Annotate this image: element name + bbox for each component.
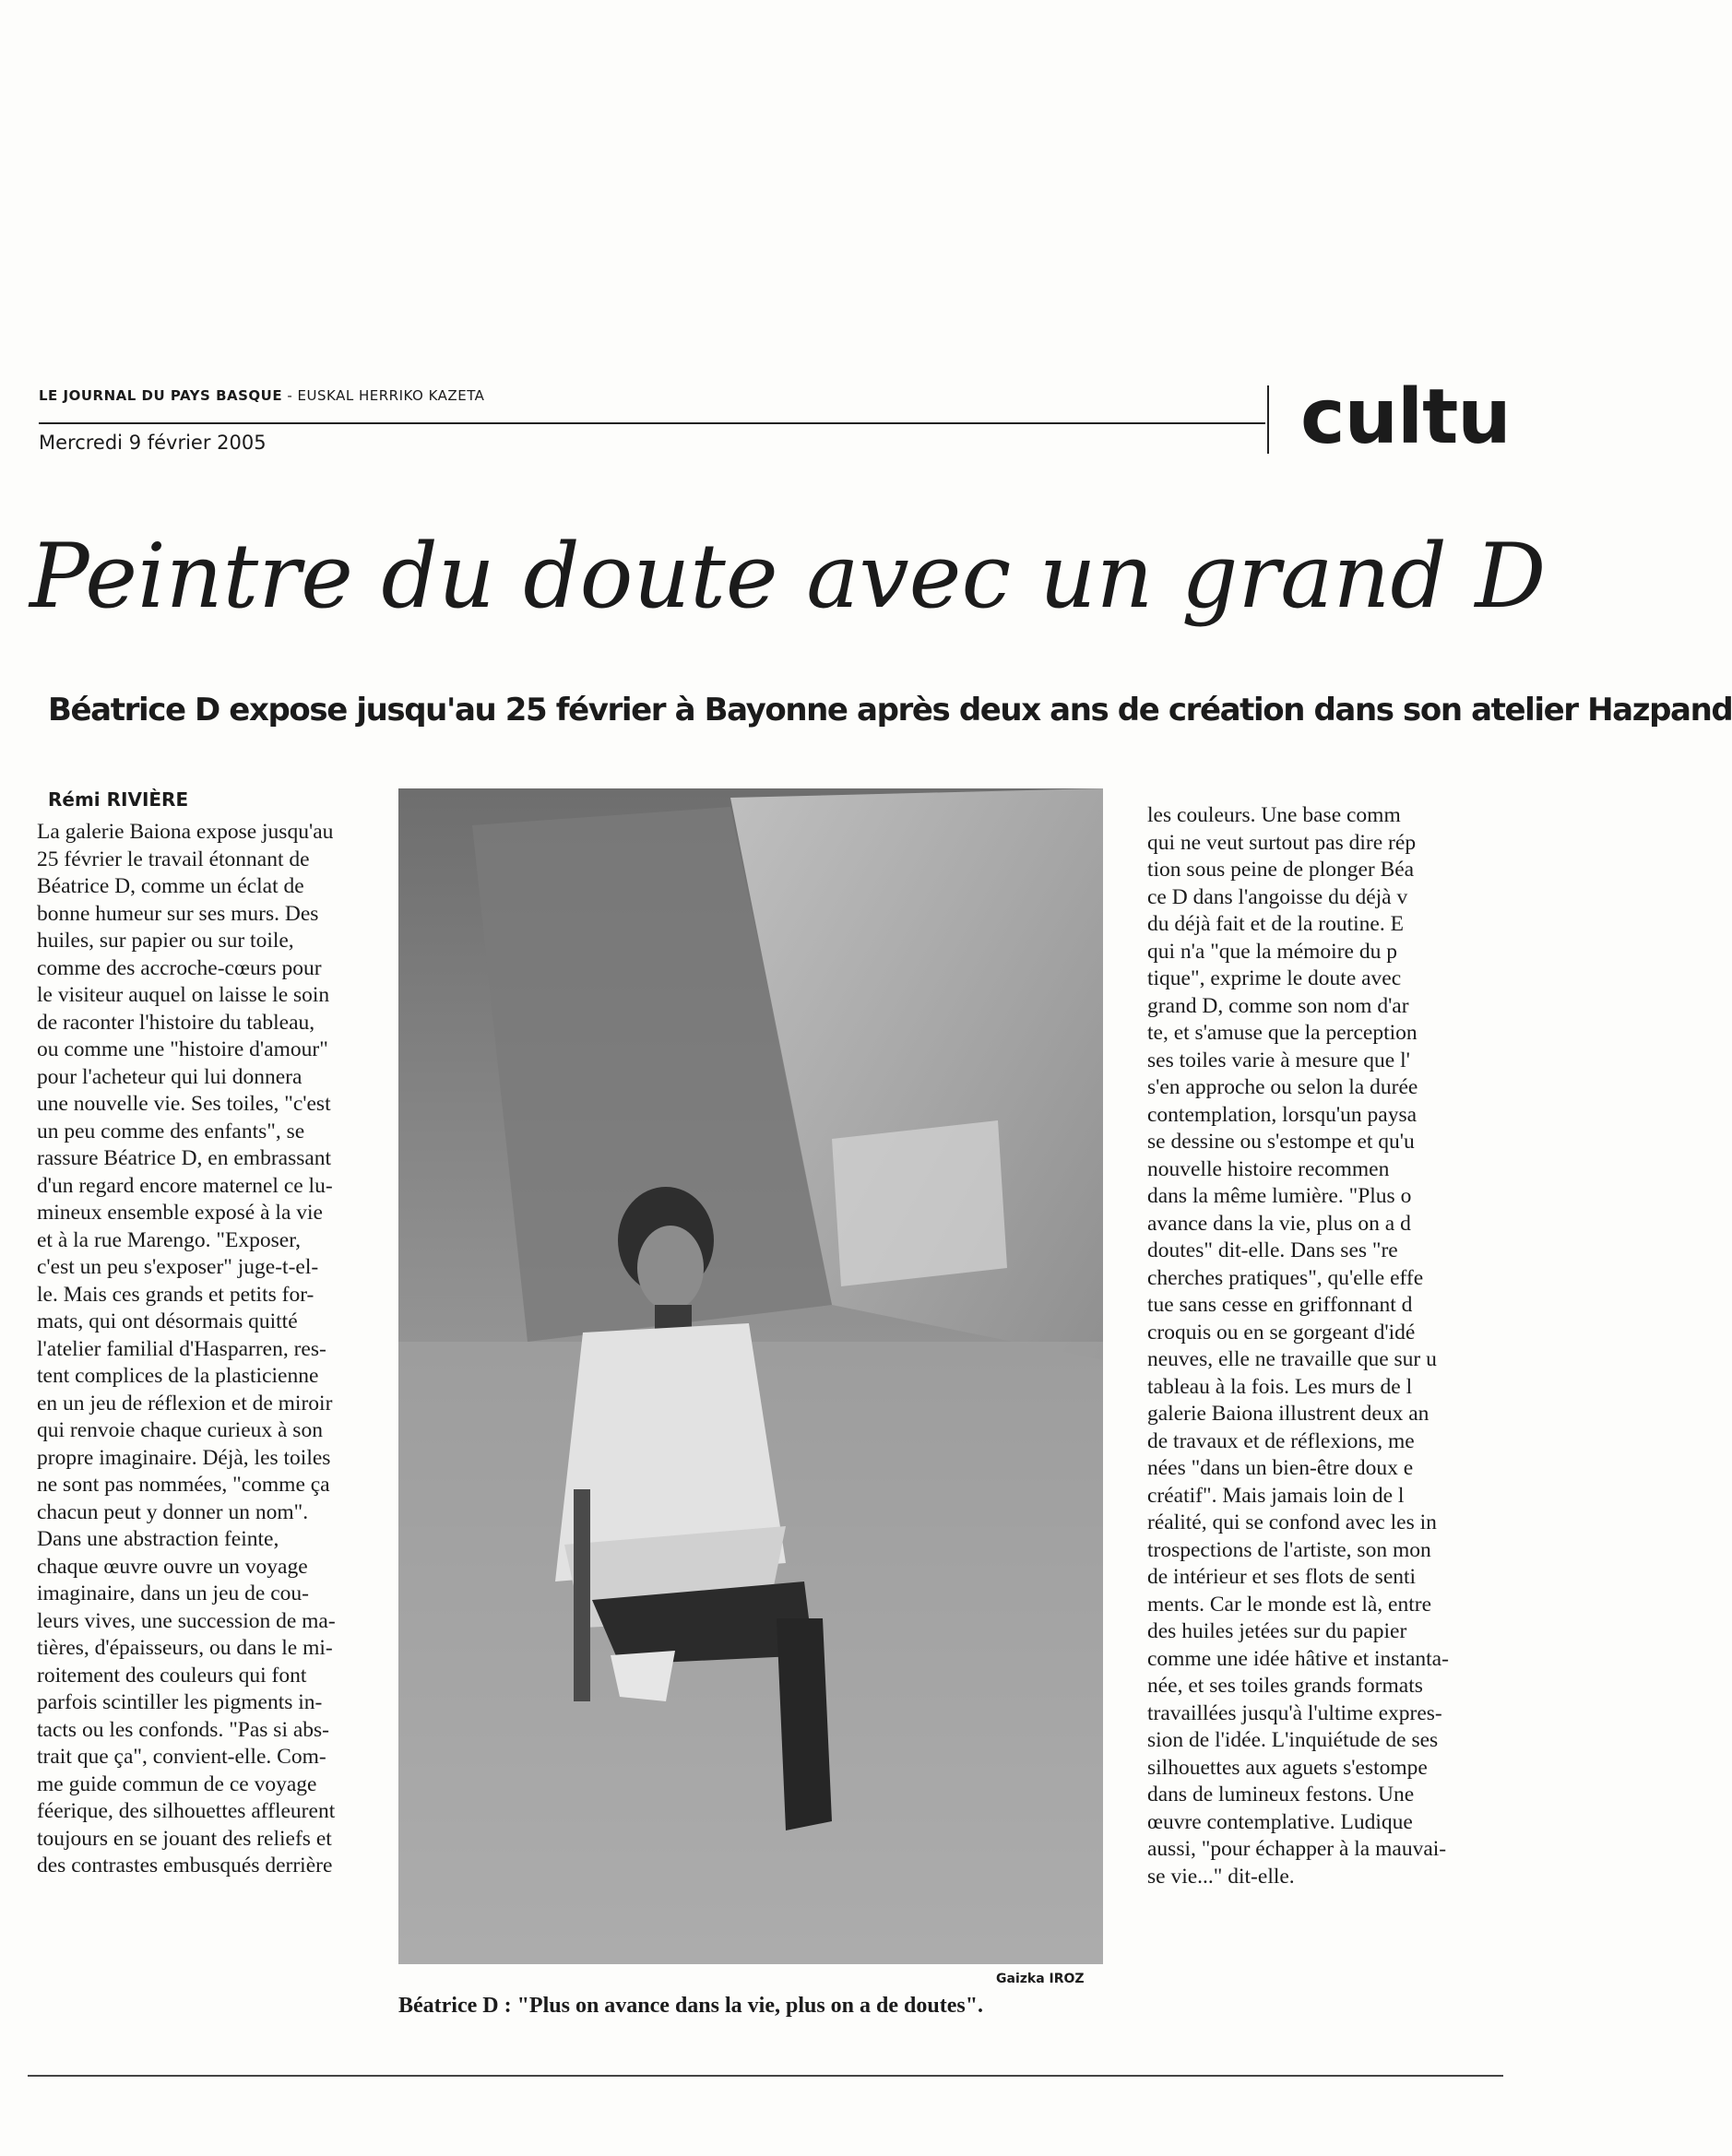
text-line: roitement des couleurs qui font <box>37 1663 307 1688</box>
text-line: œuvre contemplative. Ludique <box>1147 1809 1413 1834</box>
text-line: toujours en se jouant des reliefs et <box>37 1826 332 1851</box>
text-line: huiles, sur papier ou sur toile, <box>37 929 294 953</box>
text-line: qui ne veut surtout pas dire rép <box>1147 830 1417 855</box>
text-line: croquis ou en se gorgeant d'idé <box>1147 1320 1416 1345</box>
text-line: trospections de l'artiste, son mon <box>1147 1537 1431 1562</box>
text-line: d'un regard encore maternel ce lu- <box>37 1173 333 1198</box>
text-line: en un jeu de réflexion et de miroir <box>37 1391 333 1416</box>
text-line: aussi, "pour échapper à la mauvai- <box>1147 1837 1447 1861</box>
masthead <box>39 387 484 404</box>
text-line: qui renvoie chaque curieux à son <box>37 1418 323 1442</box>
text-line: dans la même lumière. "Plus o <box>1147 1184 1412 1208</box>
photo-caption: Béatrice D : "Plus on avance dans la vie, plus on a de doutes". <box>398 1994 984 2018</box>
text-line: neuves, elle ne travaille que sur u <box>1147 1347 1437 1371</box>
text-line: tion sous peine de plonger Béa <box>1147 858 1415 882</box>
headline: Peintre du doute avec un grand D <box>30 525 1547 628</box>
text-line: Béatrice D, comme un éclat de <box>37 874 304 898</box>
text-line: de intérieur et ses flots de senti <box>1147 1565 1417 1589</box>
text-line: se vie..." dit-elle. <box>1147 1864 1295 1889</box>
text-line: tent complices de la plasticienne <box>37 1364 319 1388</box>
text-line: et à la rue Marengo. "Exposer, <box>37 1227 301 1252</box>
text-line: dans de lumineux festons. Une <box>1147 1783 1415 1807</box>
text-line: de travaux et de réflexions, me <box>1147 1428 1415 1453</box>
text-line: les couleurs. Une base comm <box>1147 803 1401 827</box>
issue-date: Mercredi 9 février 2005 <box>39 432 267 454</box>
section-label: cultu <box>1300 373 1511 461</box>
article-column-1 <box>37 819 371 1880</box>
text-line: c'est un peu s'exposer" juge-t-el- <box>37 1255 319 1279</box>
text-line: contemplation, lorsqu'un paysa <box>1147 1102 1418 1127</box>
text-line: créatif". Mais jamais loin de l <box>1147 1483 1405 1508</box>
text-line: du déjà fait et de la routine. E <box>1147 912 1404 936</box>
text-line: rassure Béatrice D, en embrassant <box>37 1146 332 1170</box>
text-line: ce D dans l'angoisse du déjà v <box>1147 884 1408 909</box>
text-line: le. Mais ces grands et petits for- <box>37 1282 314 1307</box>
text-line: silhouettes aux aguets s'estompe <box>1147 1755 1428 1780</box>
text-line: tières, d'épaisseurs, ou dans le mi- <box>37 1636 333 1660</box>
text-line: féerique, des silhouettes affleurent <box>37 1799 336 1823</box>
section-divider <box>1267 385 1269 454</box>
text-line: le visiteur auquel on laisse le soin <box>37 983 330 1007</box>
text-line: trait que ça", convient-elle. Com- <box>37 1745 326 1769</box>
text-line: comme une idée hâtive et instanta- <box>1147 1646 1449 1671</box>
text-line: tableau à la fois. Les murs de l <box>1147 1374 1413 1399</box>
text-line: née, et ses toiles grands formats <box>1147 1674 1423 1698</box>
text-line: chaque œuvre ouvre un voyage <box>37 1554 308 1579</box>
text-line: des huiles jetées sur du papier <box>1147 1619 1407 1643</box>
text-line: chacun peut y donner un nom". <box>37 1499 309 1524</box>
artist-photo <box>398 788 1103 1964</box>
text-line: parfois scintiller les pigments in- <box>37 1690 323 1714</box>
article-column-3 <box>1147 802 1449 1890</box>
text-line: comme des accroche-cœurs pour <box>37 955 322 980</box>
text-line: imaginaire, dans un jeu de cou- <box>37 1581 309 1605</box>
text-line: tue sans cesse en griffonnant d <box>1147 1293 1413 1317</box>
text-line: tique", exprime le doute avec <box>1147 966 1402 990</box>
text-line: nouvelle histoire recommen <box>1147 1156 1390 1181</box>
text-line: de raconter l'histoire du tableau, <box>37 1010 315 1035</box>
text-line: cherches pratiques", qu'elle effe <box>1147 1265 1424 1290</box>
masthead-separator: - <box>282 387 298 404</box>
photo-graphic <box>398 788 1103 1964</box>
text-line: me guide commun de ce voyage <box>37 1771 317 1796</box>
subheadline: Béatrice D expose jusqu'au 25 février à Bayonne après deux ans de création dans son atelier Hazpand <box>48 692 1732 729</box>
text-line: avance dans la vie, plus on a d <box>1147 1211 1411 1236</box>
text-line: un peu comme des enfants", se <box>37 1119 305 1143</box>
text-line: doutes" dit-elle. Dans ses "re <box>1147 1238 1398 1262</box>
text-line: ses toiles varie à mesure que l' <box>1147 1048 1410 1072</box>
text-line: galerie Baiona illustrent deux an <box>1147 1402 1429 1426</box>
text-line: tacts ou les confonds. "Pas si abs- <box>37 1717 330 1742</box>
text-line: leurs vives, une succession de ma- <box>37 1608 336 1633</box>
text-line: s'en approche ou selon la durée <box>1147 1075 1418 1099</box>
text-line: nées "dans un bien-être doux e <box>1147 1456 1414 1480</box>
newspaper-name: LE JOURNAL DU PAYS BASQUE <box>39 387 283 404</box>
text-line: mats, qui ont désormais quitté <box>37 1309 298 1333</box>
text-line: La galerie Baiona expose jusqu'au <box>37 820 334 844</box>
text-line: mineux ensemble exposé à la vie <box>37 1201 323 1225</box>
text-line: une nouvelle vie. Ses toiles, "c'est <box>37 1092 331 1116</box>
text-line: ments. Car le monde est là, entre <box>1147 1592 1432 1617</box>
text-line: Dans une abstraction feinte, <box>37 1527 279 1551</box>
text-line: pour l'acheteur qui lui donnera <box>37 1064 303 1089</box>
text-line: ne sont pas nommées, "comme ça <box>37 1473 330 1497</box>
text-line: bonne humeur sur ses murs. Des <box>37 901 319 926</box>
text-line: l'atelier familial d'Hasparren, res- <box>37 1336 326 1361</box>
text-line: des contrastes embusqués derrière <box>37 1854 333 1878</box>
byline: Rémi RIVIÈRE <box>48 788 189 811</box>
text-line: ou comme une "histoire d'amour" <box>37 1037 328 1061</box>
text-line: te, et s'amuse que la perception <box>1147 1021 1418 1045</box>
text-line: qui n'a "que la mémoire du p <box>1147 939 1397 964</box>
text-line: travaillées jusqu'à l'ultime expres- <box>1147 1700 1442 1725</box>
text-line: sion de l'idée. L'inquiétude de ses <box>1147 1728 1439 1752</box>
page-bottom-rule <box>28 2075 1503 2077</box>
photo-credit: Gaizka IROZ <box>996 1972 1085 1986</box>
newspaper-basque-name: EUSKAL HERRIKO KAZETA <box>297 387 485 404</box>
text-line: grand D, comme son nom d'ar <box>1147 993 1409 1018</box>
text-line: se dessine ou s'estompe et qu'u <box>1147 1130 1415 1154</box>
text-line: propre imaginaire. Déjà, les toiles <box>37 1445 331 1470</box>
text-line: réalité, qui se confond avec les in <box>1147 1510 1437 1534</box>
text-line: 25 février le travail étonnant de <box>37 847 310 871</box>
masthead-rule <box>39 422 1265 424</box>
